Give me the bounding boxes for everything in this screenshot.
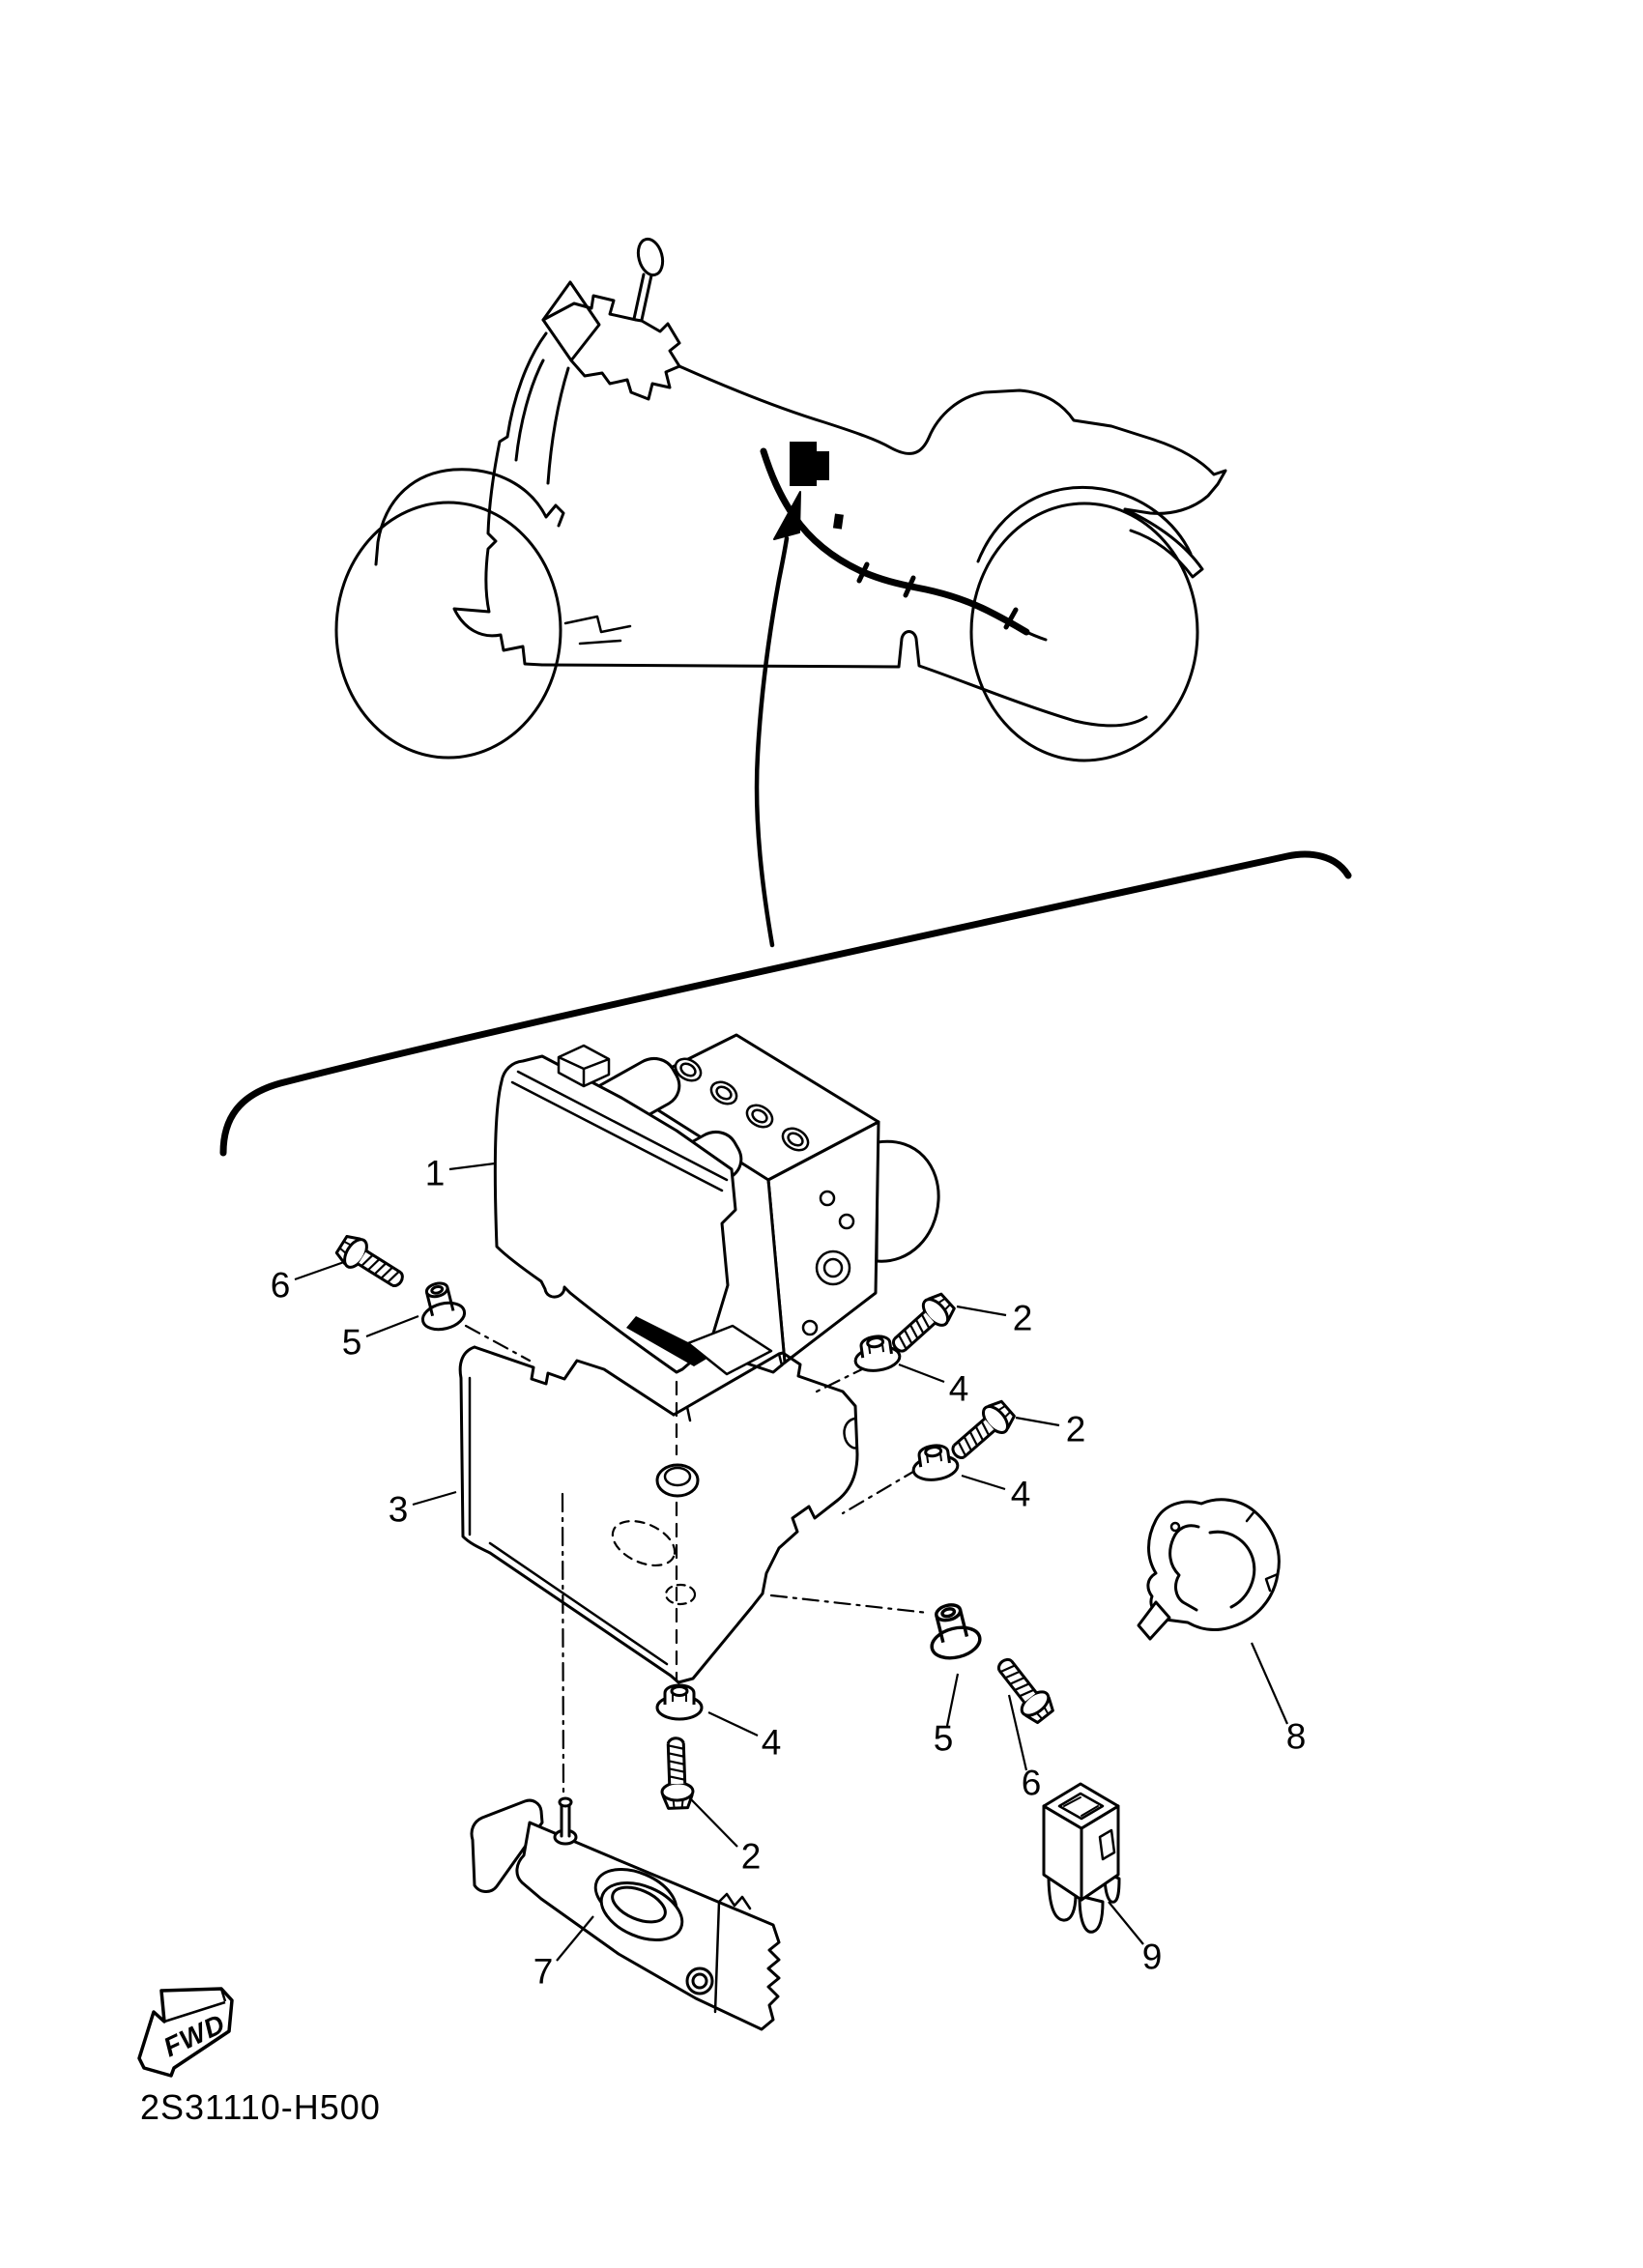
callout-leader-14 [1109, 1902, 1143, 1944]
callout-number-4-7: 4 [1010, 1474, 1031, 1514]
callout-leader-5 [899, 1364, 944, 1382]
callout-number-6-1: 6 [270, 1265, 291, 1306]
callout-number-2-6: 2 [1065, 1409, 1086, 1450]
callout-leader-8 [1252, 1643, 1287, 1724]
bolt-part-6-lower [990, 1652, 1057, 1727]
bolt-part-2-bottom [660, 1737, 694, 1808]
callout-leader-1 [295, 1262, 344, 1279]
callout-number-1-0: 1 [424, 1153, 446, 1193]
front-wheel [336, 502, 561, 758]
callout-number-4-11: 4 [761, 1722, 782, 1763]
callout-number-7-13: 7 [533, 1951, 554, 1992]
mirror-icon [634, 237, 666, 278]
bolt-part-6-upper [333, 1231, 409, 1294]
bracket-part-3 [460, 1326, 928, 1795]
diagram-code: 2S31110-H500 [140, 2087, 381, 2127]
callout-number-2-4: 2 [1012, 1298, 1033, 1338]
callout-number-2-12: 2 [740, 1836, 762, 1877]
callout-number-4-5: 4 [948, 1368, 969, 1409]
collar-part-5-lower [923, 1599, 983, 1662]
callout-leader-12 [691, 1799, 737, 1847]
callout-number-5-2: 5 [341, 1322, 362, 1363]
abs-unit-part-1 [495, 1035, 938, 1374]
callout-leader-7 [962, 1476, 1005, 1489]
pointer-arrow [757, 492, 800, 945]
callout-leader-0 [449, 1163, 495, 1169]
relay-part-9 [1044, 1784, 1119, 1932]
callout-number-9-14: 9 [1141, 1937, 1163, 1977]
nut-part-4-bottom [657, 1685, 702, 1719]
callout-leader-3 [413, 1492, 456, 1505]
callout-leader-6 [1016, 1418, 1059, 1425]
callout-number-8-8: 8 [1285, 1716, 1307, 1757]
stay-plate-part-7 [472, 1798, 779, 2029]
callout-number-5-9: 5 [933, 1718, 954, 1759]
clamp-part-8 [1139, 1500, 1279, 1639]
callout-leader-4 [957, 1306, 1006, 1315]
fwd-label: FWD [159, 2008, 231, 2063]
fwd-arrow-icon [139, 1989, 232, 2076]
callout-number-6-10: 6 [1021, 1763, 1042, 1803]
callout-number-3-3: 3 [388, 1489, 409, 1530]
callout-leader-2 [366, 1316, 418, 1336]
collar-part-5-upper [415, 1278, 467, 1334]
callout-leader-11 [708, 1712, 758, 1736]
